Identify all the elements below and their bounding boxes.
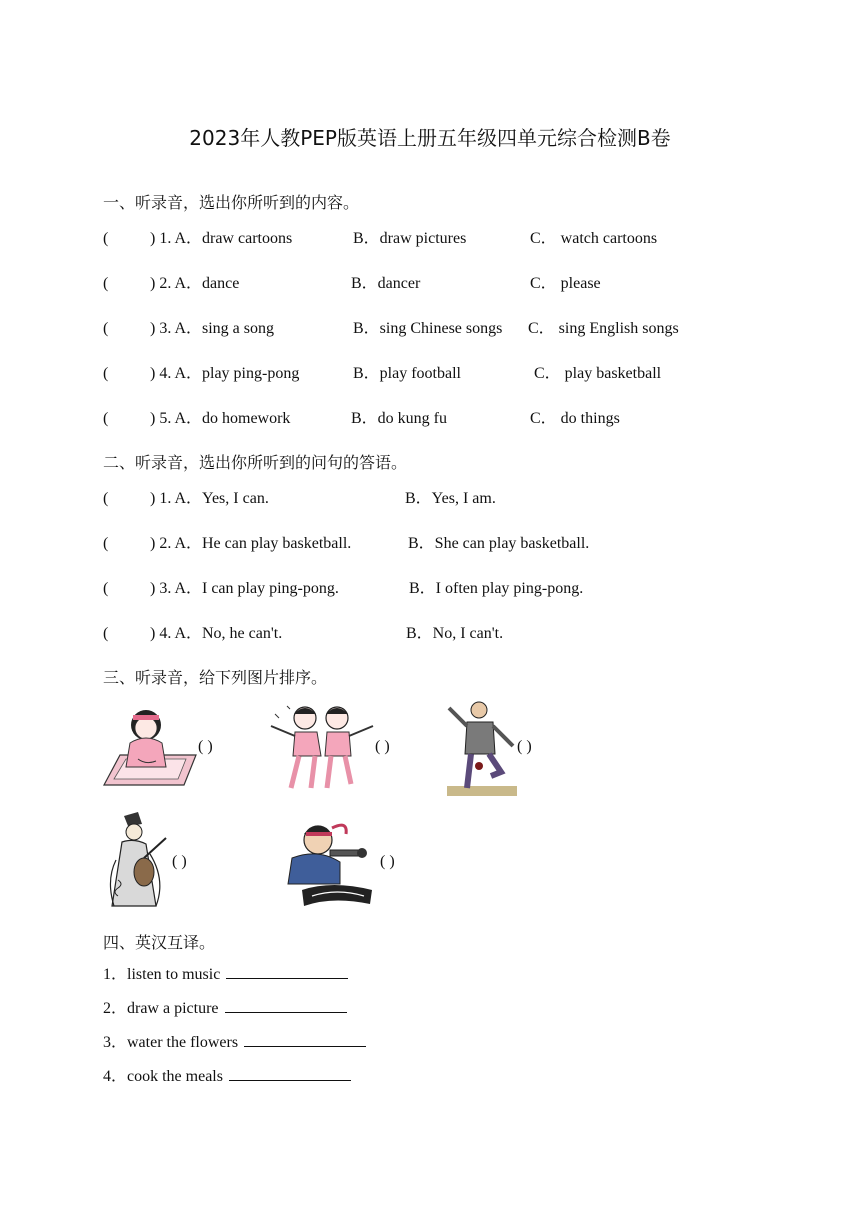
s1-question-2 xyxy=(0,273,860,295)
option-b: B．No, I can't. xyxy=(406,625,504,642)
s2-question-4 xyxy=(0,623,860,645)
option-b: B．I often play ping-pong. xyxy=(409,580,584,597)
option-a: ) 1. A．draw cartoons xyxy=(150,230,293,247)
s4-item-4 xyxy=(103,1064,351,1086)
answer-blank[interactable] xyxy=(226,962,348,979)
answer-paren[interactable]: ( xyxy=(103,625,109,642)
picture-4-answer-paren[interactable]: ( ) xyxy=(172,853,187,870)
s2-question-3 xyxy=(0,578,860,600)
s1-question-4 xyxy=(0,363,860,385)
s1-question-3 xyxy=(0,318,860,340)
option-b: B．She can play basketball. xyxy=(408,535,590,552)
answer-paren[interactable]: ( xyxy=(103,535,109,552)
option-b: B．dancer xyxy=(351,275,421,292)
option-a: ) 2. A．dance xyxy=(150,275,240,292)
option-c: C． play basketball xyxy=(534,365,662,382)
translate-prompt: 2．draw a picture xyxy=(103,1000,219,1017)
option-b: B．draw pictures xyxy=(353,230,467,247)
answer-blank[interactable] xyxy=(229,1064,351,1081)
picture-2-answer-paren[interactable]: ( ) xyxy=(375,738,390,755)
section-3-heading: 三、听录音，给下列图片排序。 xyxy=(103,668,328,687)
section-4-heading: 四、英汉互译。 xyxy=(103,933,216,952)
option-c: C． sing English songs xyxy=(528,320,679,337)
option-c: C． watch cartoons xyxy=(530,230,658,247)
page-title: 2023年人教PEP版英语上册五年级四单元综合检测B卷 xyxy=(189,126,671,150)
option-a: ) 1. A．Yes, I can. xyxy=(150,490,269,507)
option-a: ) 3. A．sing a song xyxy=(150,320,275,337)
option-a: ) 4. A．play ping-pong xyxy=(150,365,300,382)
man-singing-picture-icon xyxy=(282,818,382,910)
picture-1-answer-paren[interactable]: ( ) xyxy=(198,738,213,755)
translate-prompt: 1．listen to music xyxy=(103,966,221,983)
girls-dancing-picture-icon xyxy=(265,700,377,794)
translate-prompt: 4．cook the meals xyxy=(103,1068,223,1085)
answer-paren[interactable]: ( xyxy=(103,365,109,382)
s1-question-1 xyxy=(0,228,860,250)
man-kung-fu-picture-icon xyxy=(445,696,519,800)
option-a: ) 2. A．He can play basketball. xyxy=(150,535,352,552)
section-2-heading: 二、听录音，选出你所听到的问句的答语。 xyxy=(103,453,408,472)
answer-blank[interactable] xyxy=(225,996,347,1013)
picture-5-answer-paren[interactable]: ( ) xyxy=(380,853,395,870)
option-a: ) 4. A．No, he can't. xyxy=(150,625,283,642)
s2-question-1 xyxy=(0,488,860,510)
option-c: C． do things xyxy=(530,410,620,427)
s4-item-1 xyxy=(103,962,348,984)
answer-paren[interactable]: ( xyxy=(103,320,109,337)
option-a: ) 5. A．do homework xyxy=(150,410,291,427)
s4-item-2 xyxy=(103,996,347,1018)
option-a: ) 3. A．I can play ping-pong. xyxy=(150,580,339,597)
s2-question-2 xyxy=(0,533,860,555)
woman-playing-pipa-picture-icon xyxy=(104,810,174,914)
option-b: B．Yes, I am. xyxy=(405,490,496,507)
s1-question-5 xyxy=(0,408,860,430)
answer-paren[interactable]: ( xyxy=(103,230,109,247)
option-b: B．do kung fu xyxy=(351,410,448,427)
answer-paren[interactable]: ( xyxy=(103,580,109,597)
girl-drawing-picture-icon xyxy=(100,703,198,789)
section-1-heading: 一、听录音，选出你所听到的内容。 xyxy=(103,193,360,212)
option-c: C． please xyxy=(530,275,601,292)
option-b: B．sing Chinese songs xyxy=(353,320,503,337)
option-b: B．play football xyxy=(353,365,461,382)
answer-paren[interactable]: ( xyxy=(103,490,109,507)
answer-blank[interactable] xyxy=(244,1030,366,1047)
translate-prompt: 3．water the flowers xyxy=(103,1034,239,1051)
s4-item-3 xyxy=(103,1030,366,1052)
answer-paren[interactable]: ( xyxy=(103,275,109,292)
picture-3-answer-paren[interactable]: ( ) xyxy=(517,738,532,755)
answer-paren[interactable]: ( xyxy=(103,410,109,427)
